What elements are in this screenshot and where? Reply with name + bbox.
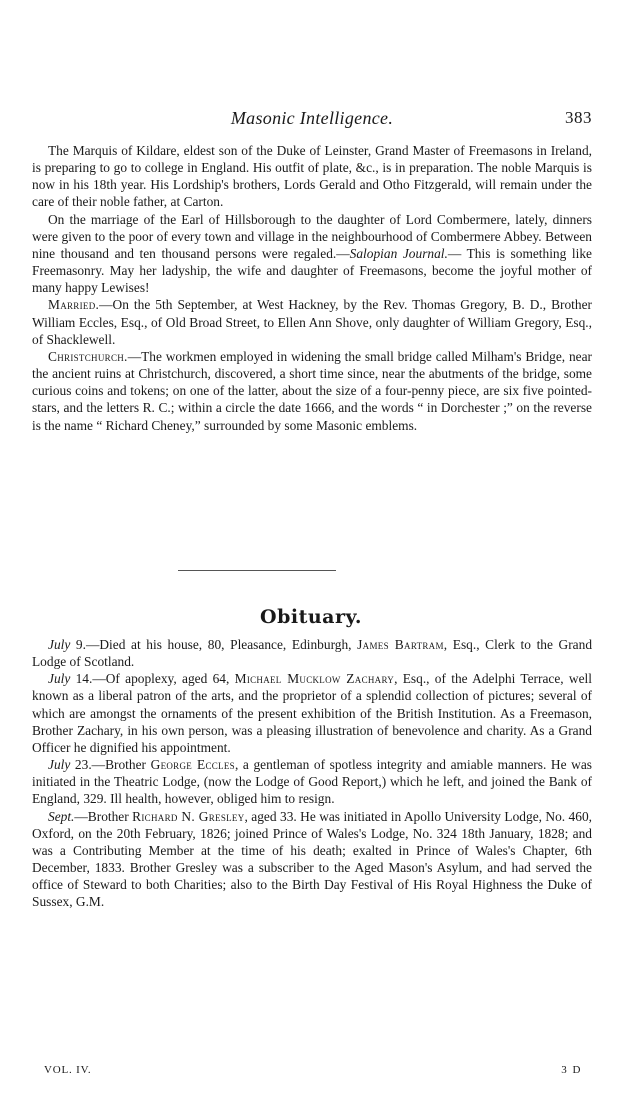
running-title: Masonic Intelligence. [230,108,394,128]
deceased-name: James Bartram [357,637,444,652]
signature-mark: 3 D [561,1064,582,1076]
page-number: 383 [565,108,592,127]
page-footer [44,1064,584,1080]
entry-date: Sept. [48,808,75,824]
deceased-name: George Eccles [150,757,235,773]
section-lead: Christchurch. [48,348,128,364]
paragraph-kildare: The Marquis of Kildare, eldest son of the Duke of Leinster, Grand Master of Freemasons in Ireland, is preparing to go to college in England. His outfit of plate, &c., is in preparation. The noble Marquis is now in his 18th year. His Lordship's brothers, Lords Gerald and Otho Fitzgerald, will remain under the care of their noble father, at Carton. [32,143,592,210]
paragraph-hillsborough: On the marriage of the Earl of Hillsborough to the daughter of Lord Combermere, lately, dinners were given to the poor of every town and village in the neighbourhood of Combermere Abbey. Between nine thousand and ten thousand persons were regaled.—Salopian Journal.— This is something like Freemasonry. May her ladyship, the wife and daughter of Freemasons, become the joyful mother of many happy Lewises! [32,211,592,296]
entry-date: July [48,637,71,652]
deceased-name: Richard N. Gresley [132,808,245,824]
obituary-entry: Sept.—Brother Richard N. Gresley, aged 33. He was initiated in Apollo University Lodge, No. 460, Oxford, on the 20th February, 1826; joined Prince of Wales's Lodge, No. 324 18th January, 1828; and was a Contributing Member at the time of his death; exalted in Prince of Wales's Chapter, 6th December, 1833. Brother Gresley was a subscriber to the Aged Mason's Asylum, and had served the office of Steward to both Charities; also to the Birth Day Festival of His Royal Highness the Duke of Sussex, G.M. [32,808,592,910]
obituary-section [32,636,592,911]
source-citation: Salopian Journal. [349,245,448,261]
obituary-title: Obituary. [260,606,362,628]
obituary-entry: July 23.—Brother George Eccles, a gentleman of spotless integrity and amiable manners. He was initiated in the Theatric Lodge, (now the Lodge of Good Report,) which he left, and joined the Bank of England, 329. Ill health, however, obliged him to resign. [32,757,592,807]
volume-label: VOL. IV. [44,1064,92,1076]
masonic-intelligence-section [32,142,592,434]
obituary-entry: July 9.—Died at his house, 80, Pleasance, Edinburgh, James Bartram, Esq., Clerk to the Grand Lodge of Scotland. [32,637,593,670]
page-header [32,108,592,132]
section-lead: Married. [48,297,100,313]
entry-date: July [48,671,71,687]
paragraph-christchurch: Christchurch.—The workmen employed in widening the small bridge called Milham's Bridge, near the ancient ruins at Christchurch, discovered, a short time since, near the abutments of the bridge, some curious coins and tokens; on one of the latter, about the size of a four-penny piece, are six five pointed-stars, and the letters R. C.; within a circle the date 1666, and the words “ in Dorchester ;” on the reverse is the name “ Richard Cheney,” surrounded by some Masonic emblems. [32,348,592,433]
deceased-name: Michael Mucklow Zachary [234,671,395,687]
paragraph-married: Married.—On the 5th September, at West Hackney, by the Rev. Thomas Gregory, B. D., Brother William Eccles, Esq., of Old Broad Street, to Ellen Ann Shove, only daughter of William Gregory, Esq., of Shacklewell. [32,297,592,347]
entry-date: July [48,757,71,773]
obituary-entry: July 14.—Of apoplexy, aged 64, Michael Mucklow Zachary, Esq., of the Adelphi Terrace, well known as a liberal patron of the arts, and the proprietor of a splendid collection of pictures; several of which are amongst the ornaments of the present exhibition of the British Institution. As a Freemason, Brother Zachary, in his own person, was a pleasing illustration of benevolence and charity. As a Grand Officer he dignified his appointment. [32,671,592,755]
section-divider [178,570,336,571]
